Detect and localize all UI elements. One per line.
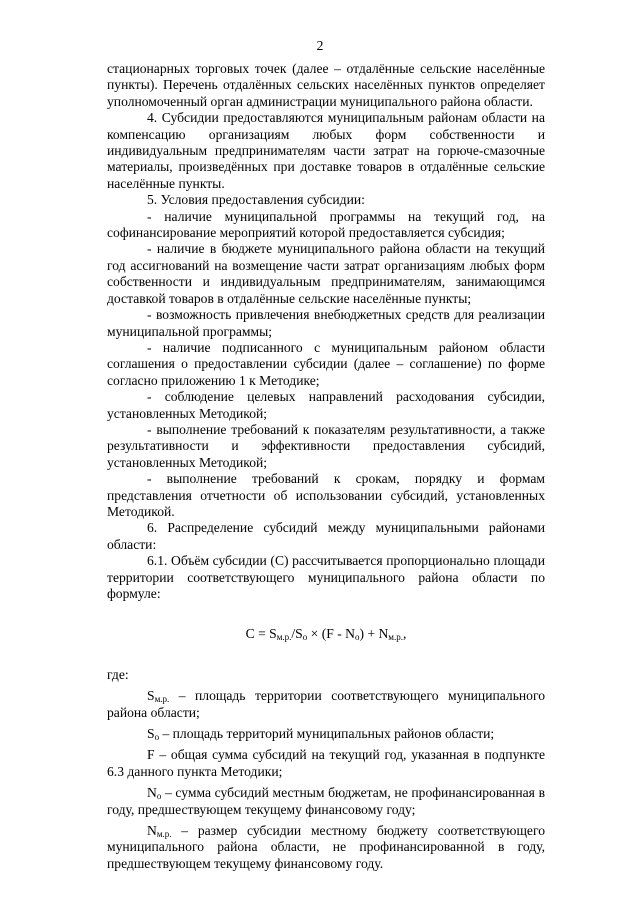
definition-f: F – общая сумма субсидий на текущий год, указанная в подпункте 6.3 данного пункта Методики; [107,747,545,779]
paragraph-item-4: 4. Субсидии предоставляются муниципальным районам области на компенсацию организациям любых форм собственности и индивидуальным предпринимателям части затрат на горюче-смазочные материалы, произведённых при доставке товаров в отдалённые сельские населённые пункты. [107,110,545,191]
definition-s-o: $S_о$ – площадь территорий муниципальных районов области; [147,726,495,743]
condition-signed-agreement: - наличие подписанного с муниципальным районом области соглашения о предоставлении субсидии (далее – соглашение) по форме согласно приложению 1 к Методике; [107,339,545,388]
condition-target-directions: - соблюдение целевых направлений расходования субсидии, установленных Методикой; [107,389,545,421]
paragraph-intro-continuation: стационарных торговых точек (далее – отдалённые сельские населённые пункты). Перечень отдалённых сельских населённых пунктов определяет уполномоченный орган администрации муниципального района области. [107,61,545,109]
definition-n-o: $N_о$ – сумма субсидий местным бюджетам, не профинансированная в году, предшествующем текущему финансовому году; [107,785,545,817]
page-number: 2 [316,38,324,53]
paragraph-item-5-heading: 5. Условия предоставления субсидии: [147,192,365,208]
paragraph-item-6: 6. Распределение субсидий между муниципальными районами области: [107,520,545,552]
document-body [107,61,545,872]
condition-performance-indicators: - выполнение требований к показателям результативности, а также результативности и эффективности предоставления субсидий, установленных Методикой; [107,421,545,470]
definition-n-mr: $N_{м.р.}$ – размер субсидии местному бюджету соответствующего муниципального района области, не профинансированной в году, предшествующем текущему финансовому году. [107,823,545,871]
subsidy-formula: $C = S_{м.р.}/S_о \times (F - N_о) + N_{м.р.}$, [245,626,407,643]
condition-extrabudgetary-funds: - возможность привлечения внебюджетных средств для реализации муниципальной программы; [107,307,545,339]
condition-budget-allocations: - наличие в бюджете муниципального района области на текущий год ассигнований на возмещение части затрат организациям любых форм собственности и индивидуальным предпринимателям, занимающимся доставкой товаров в отдалённые сельские населённые пункты; [107,241,545,306]
condition-municipal-program: - наличие муниципальной программы на текущий год, на софинансирование мероприятий которой предоставляется субсидия; [107,208,545,241]
where-label: где: [107,666,129,682]
paragraph-item-6-1: 6.1. Объём субсидии (С) рассчитывается пропорционально площади территории соответствующего муниципального района области по формуле: [107,553,545,601]
definition-s-mr: $S_{м.р.}$ – площадь территории соответствующего муниципального района области; [107,688,545,720]
condition-reporting-requirements: - выполнение требований к срокам, порядку и формам представления отчетности об использовании субсидий, установленных Методикой. [107,471,545,519]
